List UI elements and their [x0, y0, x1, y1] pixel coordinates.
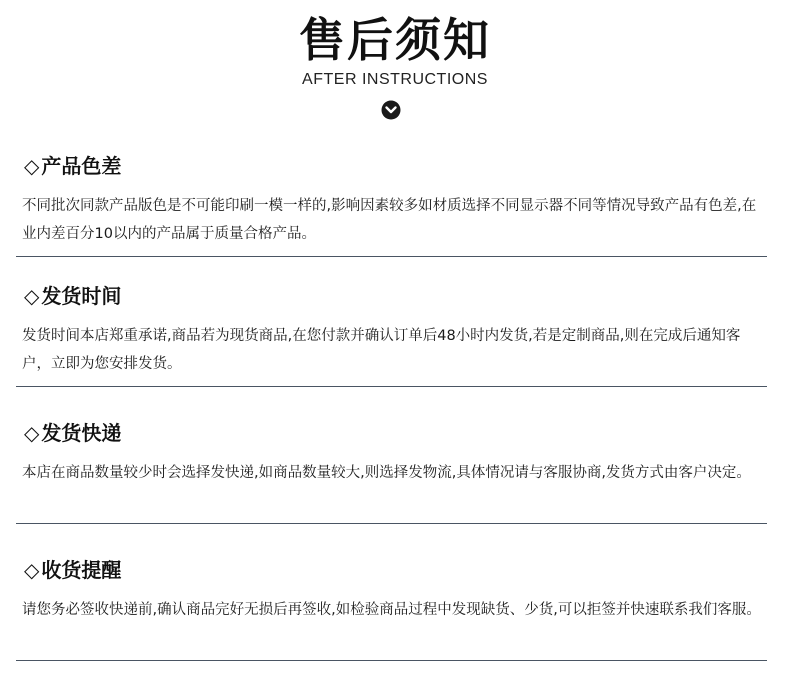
chevron-down-circle-icon: [381, 100, 401, 120]
page-header: [0, 0, 790, 130]
section-title: 发货时间: [41, 284, 122, 308]
page-subtitle: AFTER INSTRUCTIONS: [302, 71, 488, 88]
section-body: 发货时间本店郑重承诺,商品若为现货商品,在您付款并确认订单后48小时内发货,若是定制商品,则在完成后通知客户，立即为您安排发货。: [22, 328, 741, 372]
diamond-icon: ◇: [24, 284, 40, 308]
section-receipt-reminder: [16, 554, 767, 661]
section-shipping-time: [16, 280, 767, 387]
section-title: 产品色差: [41, 154, 122, 178]
page-title: 售后须知: [299, 13, 491, 67]
section-title: 收货提醒: [41, 558, 122, 582]
diamond-icon: ◇: [24, 421, 40, 445]
section-heading: [24, 420, 121, 446]
section-body: 本店在商品数量较少时会选择发快递,如商品数量较大,则选择发物流,具体情况请与客服协商,发货方式由客户决定。: [22, 465, 751, 481]
section-shipping-courier: [16, 417, 767, 524]
section-heading: [24, 153, 121, 179]
section-product-color-difference: [16, 150, 767, 257]
diamond-icon: ◇: [24, 154, 40, 178]
section-heading: [24, 283, 121, 309]
section-title: 发货快递: [41, 421, 122, 445]
section-body: 请您务必签收快递前,确认商品完好无损后再签收,如检验商品过程中发现缺货、少货,可以拒签并快速联系我们客服。: [22, 602, 761, 618]
section-heading: [24, 557, 121, 583]
diamond-icon: ◇: [24, 558, 40, 582]
section-body: 不同批次同款产品版色是不可能印刷一模一样的,影响因素较多如材质选择不同显示器不同等情况导致产品有色差,在业内差百分10以内的产品属于质量合格产品。: [22, 198, 757, 242]
